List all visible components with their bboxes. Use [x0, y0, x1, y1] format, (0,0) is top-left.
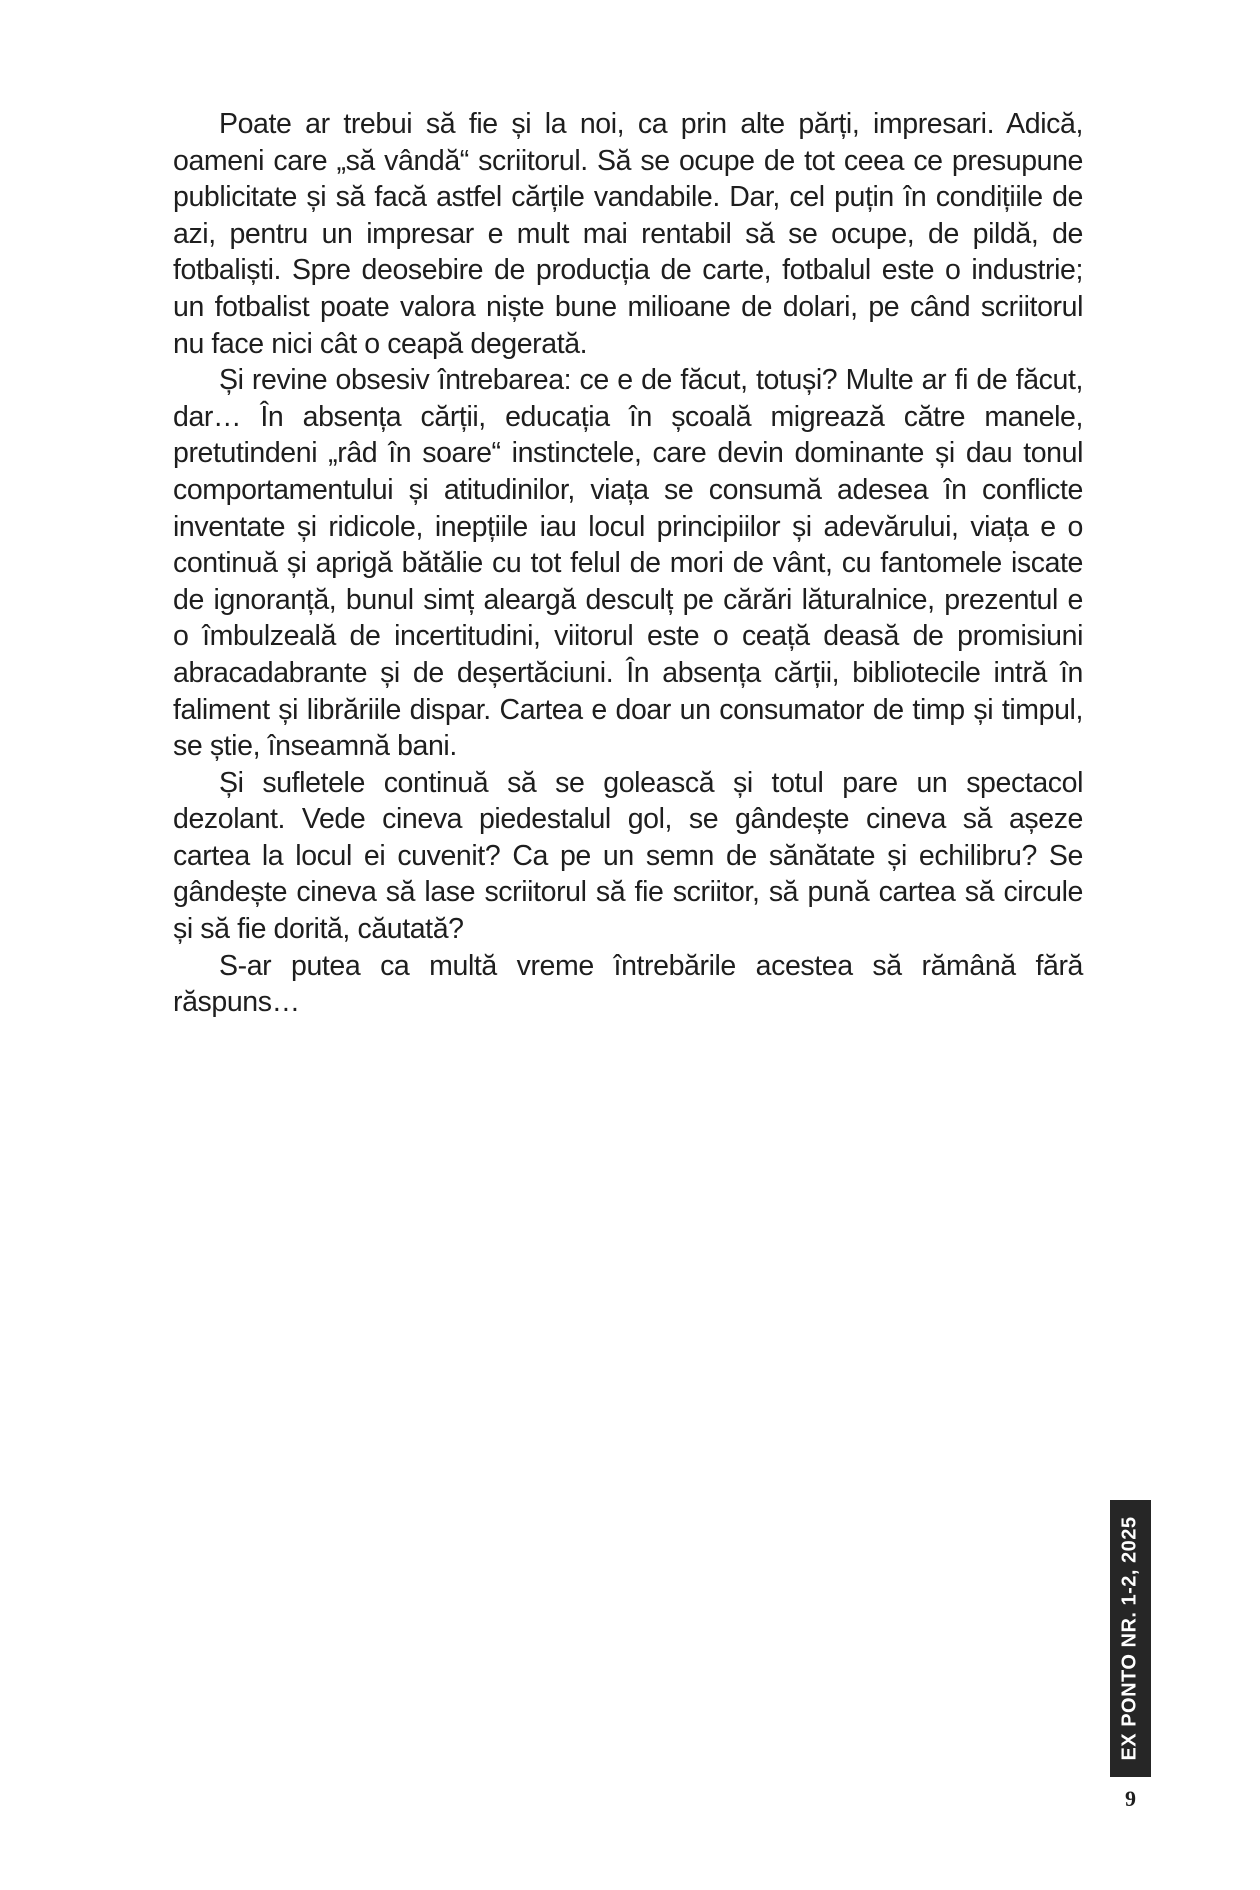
paragraph: Și revine obsesiv întrebarea: ce e de făcut, totuși? Multe ar fi de făcut, dar… În absența cărții, educația în școală migrează către manele, pretutindeni „râd în soare“ instinctele, care devin dominante și dau tonul comportamentului și atitudinilor, viața se consumă adesea în conflicte inventate și ridicole, inepțiile iau locul principiilor și adevărului, viața e o continuă și aprigă bătălie cu tot felul de mori de vânt, cu fantomele iscate de ignoranță, bunul simț aleargă desculț pe cărări lăturalnice, prezentul e o îmbulzeală de incertitudini, viitorul este o ceață deasă de promisiuni abracadabrante și de deșertăciuni. În absența cărții, bibliotecile intră în faliment și librăriile dispar. Cartea e doar un consumator de timp și timpul, se știe, înseamnă bani. — [173, 364, 1083, 763]
paragraph: S-ar putea ca multă vreme întrebările acestea să rămână fără răspuns… — [173, 949, 1083, 1019]
journal-issue-tab — [1110, 1500, 1151, 1777]
paragraph: Și sufletele continuă să se golească și totul pare un spectacol dezolant. Vede cineva piedestalul gol, se gândește cineva să așeze cartea la locul ei cuvenit? Ca pe un semn de sănătate și echilibru? Se gândește cineva să lase scriitorul să fie scriitor, să pună cartea să circule și să fie dorită, căutată? — [173, 766, 1083, 946]
page-number: 9 — [1125, 1786, 1136, 1811]
paragraph: Poate ar trebui să fie și la noi, ca prin alte părți, impresari. Adică, oameni care „să vândă“ scriitorul. Să se ocupe de tot ceea ce presupune publicitate și să facă astfel cărțile vandabile. Dar, cel puțin în condițiile de azi, pentru un impresar e mult mai rentabil să se ocupe, de pildă, de fotbaliști. Spre deosebire de producția de carte, fotbalul este o industrie; un fotbalist poate valora niște bune milioane de dolari, pe când scriitorul nu face nici cât o ceapă degerată. — [173, 108, 1083, 360]
journal-issue-label: EX PONTO NR. 1-2, 2025 — [1119, 1516, 1141, 1761]
article-body — [173, 106, 1083, 1021]
